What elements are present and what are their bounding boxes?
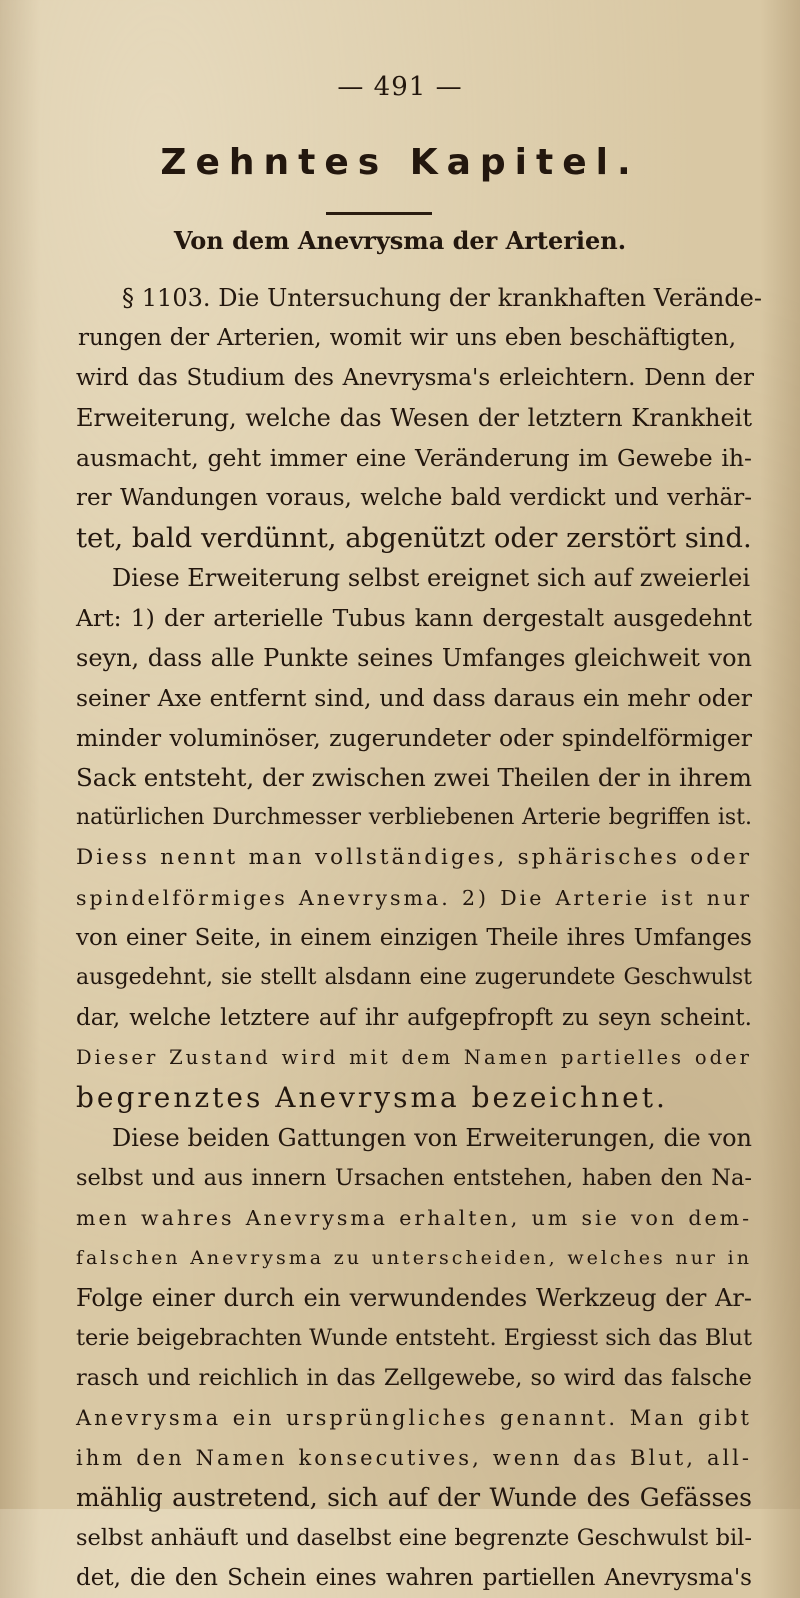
text-line: begrenztes Anevrysma bezeichnet.: [76, 1081, 668, 1114]
text-line: rasch und reichlich in das Zellgewebe, so wird das falsche: [76, 1365, 752, 1391]
text-line: minder voluminöser, zugerundeter oder spindelförmiger: [76, 724, 752, 752]
text-line: det, die den Schein eines wahren partiellen Anevrysma's: [76, 1565, 752, 1591]
text-line: rungen der Arterien, womit wir uns eben beschäftigten,: [78, 325, 736, 351]
text-line: selbst anhäuft und daselbst eine begrenzte Geschwulst bil-: [76, 1525, 752, 1551]
text-line: falschen Anevrysma zu unterscheiden, welches nur in: [76, 1247, 752, 1269]
text-line: Sack entsteht, der zwischen zwei Theilen der in ihrem: [76, 763, 753, 792]
text-line: wird das Studium des Anevrysma's erleichtern. Denn der: [76, 365, 754, 391]
text-line: Diese beiden Gattungen von Erweiterungen, die von: [112, 1124, 752, 1152]
text-line: ausgedehnt, sie stellt alsdann eine zugerundete Geschwulst: [76, 965, 752, 990]
text-line: spindelförmiges Anevrysma. 2) Die Arterie ist nur: [76, 886, 752, 910]
text-line: § 1103. Die Untersuchung der krankhaften Verände-: [122, 284, 762, 312]
text-line: Folge einer durch ein verwundendes Werkzeug der Ar-: [76, 1284, 752, 1312]
text-line: tet, bald verdünnt, abgenützt oder zerstört sind.: [76, 522, 752, 554]
text-line: Art: 1) der arterielle Tubus kann dergestalt ausgedehnt: [76, 604, 752, 632]
title-rule: [326, 212, 432, 215]
text-line: seiner Axe entfernt sind, und dass daraus ein mehr oder: [76, 684, 752, 712]
text-line: selbst und aus innern Ursachen entstehen, haben den Na-: [76, 1165, 752, 1191]
text-line: Dieser Zustand wird mit dem Namen partielles oder: [76, 1046, 752, 1069]
text-line: ausmacht, geht immer eine Veränderung im Gewebe ih-: [76, 444, 752, 472]
text-line: rer Wandungen voraus, welche bald verdickt und verhär-: [76, 485, 752, 511]
text-line: Erweiterung, welche das Wesen der letztern Krankheit: [76, 404, 752, 432]
text-line: Diess nennt man vollständiges, sphärisches oder: [76, 845, 752, 870]
text-line: men wahres Anevrysma erhalten, um sie von dem-: [76, 1206, 752, 1230]
text-line: terie beigebrachten Wunde entsteht. Ergiesst sich das Blut: [76, 1325, 752, 1351]
text-line: von einer Seite, in einem einzigen Theile ihres Umfanges: [76, 925, 752, 951]
text-line: seyn, dass alle Punkte seines Umfanges gleichweit von: [76, 644, 752, 672]
text-line: mählig austretend, sich auf der Wunde des Gefässes: [76, 1483, 752, 1512]
text-line: ihm den Namen konsecutives, wenn das Blut, all-: [76, 1446, 752, 1470]
text-line: Diese Erweiterung selbst ereignet sich auf zweierlei: [112, 564, 751, 592]
text-line: natürlichen Durchmesser verbliebenen Arterie begriffen ist.: [76, 805, 752, 830]
text-line: Anevrysma ein ursprüngliches genannt. Man gibt: [76, 1406, 752, 1430]
text-line: dar, welche letztere auf ihr aufgepfropft zu seyn scheint.: [76, 1005, 752, 1031]
page-number: — 491 —: [337, 72, 463, 102]
chapter-title: Zehntes Kapitel.: [160, 142, 640, 183]
section-heading: Von dem Anevrysma der Arterien.: [173, 226, 627, 255]
